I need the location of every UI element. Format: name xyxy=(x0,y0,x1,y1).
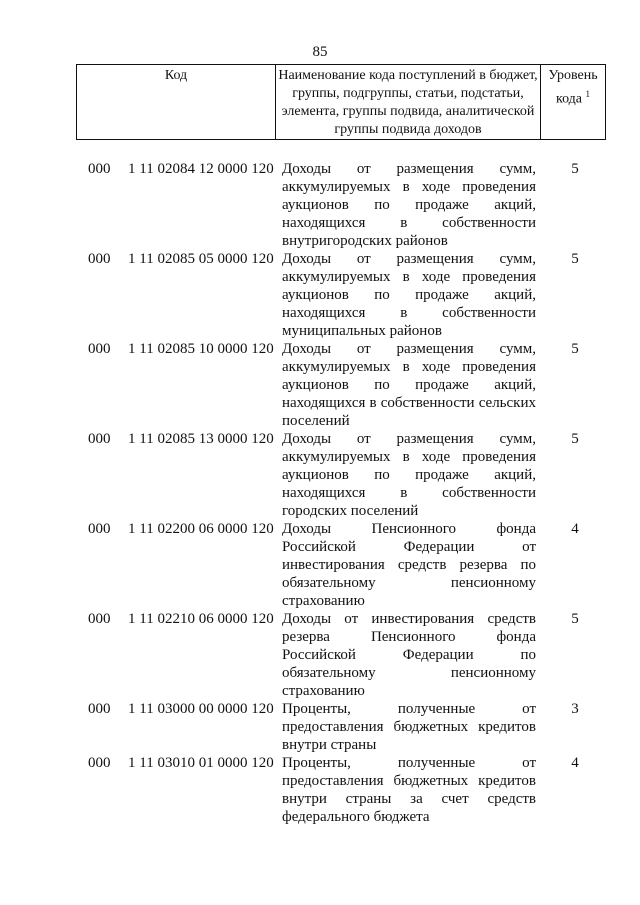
row-code: 1 11 02085 05 0000 120 xyxy=(128,251,274,267)
row-name: Доходы от размещения сумм, аккумулируемых в ходе проведения аукционов по продаже акций, находящихся в собственности сельских поселений xyxy=(282,341,536,429)
row-prefix: 000 xyxy=(88,431,111,447)
header-level-column xyxy=(541,65,605,139)
row-code: 1 11 02085 13 0000 120 xyxy=(128,431,274,447)
row-code: 1 11 02210 06 0000 120 xyxy=(128,611,274,627)
row-level: 5 xyxy=(571,161,579,177)
header-code-column xyxy=(77,65,275,139)
table-row xyxy=(0,430,640,520)
row-name: Доходы от инвестирования средств резерва Пенсионного фонда Российской Федерации по обязательному пенсионному страхованию xyxy=(282,611,536,699)
table-body xyxy=(0,160,640,826)
row-level: 5 xyxy=(571,611,579,627)
row-level: 5 xyxy=(571,341,579,357)
row-prefix: 000 xyxy=(88,251,111,267)
row-code: 1 11 02085 10 0000 120 xyxy=(128,341,274,357)
row-code: 1 11 02084 12 0000 120 xyxy=(128,161,274,177)
header-name-label: Наименование кода поступлений в бюджет, группы, подгруппы, статьи, подстатьи, элемента, группы подвида, аналитической группы подвида доходов xyxy=(278,68,538,137)
row-level: 4 xyxy=(571,521,579,537)
table-row xyxy=(0,754,640,826)
header-level-label: Уровень кода xyxy=(548,68,598,107)
table-row xyxy=(0,340,640,430)
row-level: 4 xyxy=(571,755,579,771)
header-level-footnote: 1 xyxy=(585,89,591,99)
table-header xyxy=(76,64,606,140)
row-code: 1 11 03010 01 0000 120 xyxy=(128,755,274,771)
row-code: 1 11 03000 00 0000 120 xyxy=(128,701,274,717)
page-number: 85 xyxy=(312,44,328,60)
row-name: Проценты, полученные от предоставления бюджетных кредитов внутри страны xyxy=(282,701,536,753)
row-prefix: 000 xyxy=(88,755,111,771)
row-name: Проценты, полученные от предоставления бюджетных кредитов внутри страны за счет средств федерального бюджета xyxy=(282,755,536,825)
table-row xyxy=(0,610,640,700)
row-level: 5 xyxy=(571,251,579,267)
row-prefix: 000 xyxy=(88,701,111,717)
row-level: 5 xyxy=(571,431,579,447)
row-prefix: 000 xyxy=(88,521,111,537)
row-code: 1 11 02200 06 0000 120 xyxy=(128,521,274,537)
header-name-column xyxy=(275,65,541,139)
row-name: Доходы от размещения сумм, аккумулируемых в ходе проведения аукционов по продаже акций, находящихся в собственности городских поселений xyxy=(282,431,536,519)
table-row xyxy=(0,160,640,250)
row-name: Доходы Пенсионного фонда Российской Федерации от инвестирования средств резерва по обязательному пенсионному страхованию xyxy=(282,521,536,609)
row-prefix: 000 xyxy=(88,611,111,627)
row-prefix: 000 xyxy=(88,341,111,357)
table-row xyxy=(0,700,640,754)
row-prefix: 000 xyxy=(88,161,111,177)
row-level: 3 xyxy=(571,701,579,717)
row-name: Доходы от размещения сумм, аккумулируемых в ходе проведения аукционов по продаже акций, находящихся в собственности муниципальных районов xyxy=(282,251,536,339)
row-name: Доходы от размещения сумм, аккумулируемых в ходе проведения аукционов по продаже акций, находящихся в собственности внутригородских районов xyxy=(282,161,536,249)
table-row xyxy=(0,520,640,610)
table-row xyxy=(0,250,640,340)
header-code-label: Код xyxy=(164,68,188,83)
